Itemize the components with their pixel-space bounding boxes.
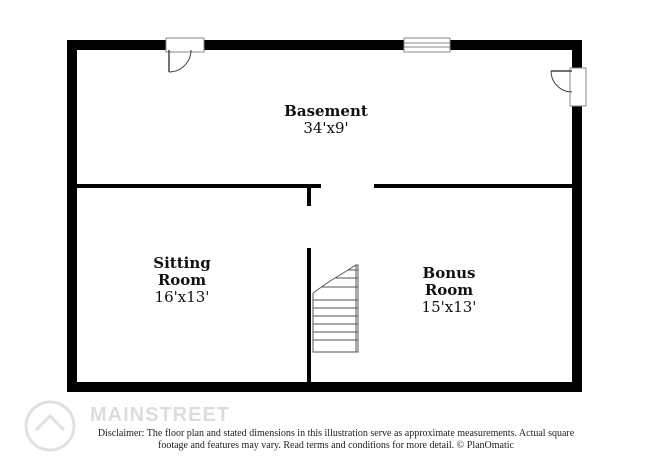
wall-left [67,40,77,392]
bonus-room-label-2: Room [424,281,474,299]
top-door [166,38,204,72]
wall-top [67,40,582,50]
basement-label: Basement [284,102,368,120]
sitting-room-label-2: Room [157,271,207,289]
bonus-room-label-1: Bonus [422,264,476,282]
disclaimer-text: Disclaimer: The floor plan and stated dimensions in this illustration serve as approximate measurements. Actual square footage and features may vary. Read terms and conditions for more detail. © PlanOmatic [97,428,575,451]
outer-walls [67,40,582,392]
wall-bottom [67,382,582,392]
wall-divider-upper [307,188,311,206]
bonus-room-dims: 15'x13' [421,298,477,316]
watermark-brand: MAINSTREET [90,404,230,426]
sitting-room-label-1: Sitting [153,254,211,272]
staircase [313,265,358,352]
wall-mid-left [77,184,321,188]
watermark-logo-icon [22,398,78,454]
basement-dims: 34'x9' [303,119,349,137]
wall-divider-lower [307,248,311,382]
right-door [551,68,586,106]
wall-mid-right [374,184,572,188]
top-window [404,38,450,52]
sitting-room-dims: 16'x13' [154,288,210,306]
